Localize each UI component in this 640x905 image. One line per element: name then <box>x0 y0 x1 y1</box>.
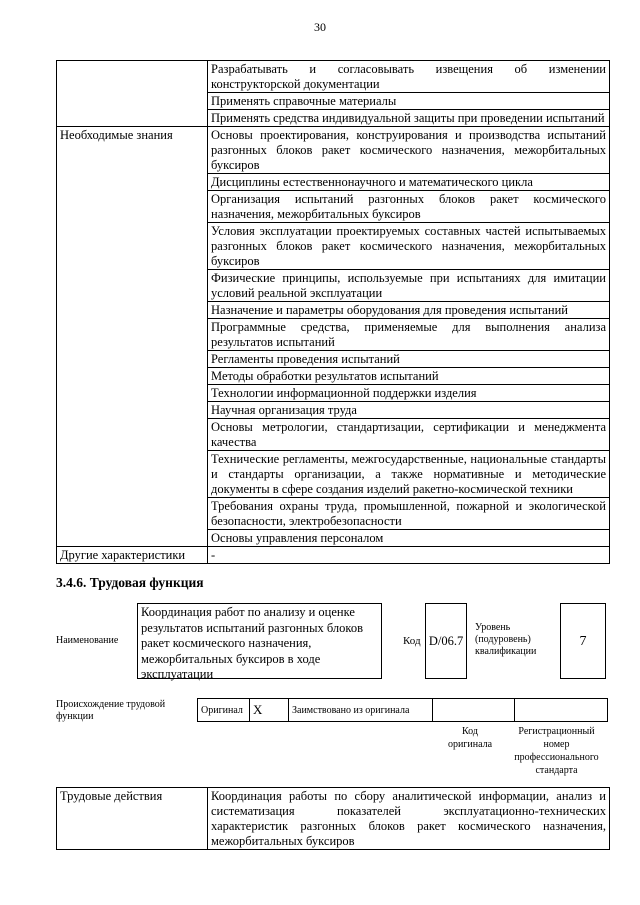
labor-actions-table <box>56 787 610 850</box>
registration-number-caption: Регистрационный номер профессионального стандарта <box>514 726 599 776</box>
level-label: Уровень (подуровень) квалификации <box>475 622 537 657</box>
table-cell: Программные средства, применяемые для выполнения анализа результатов испытаний <box>208 319 610 351</box>
function-name-box: Координация работ по анализу и оценке результатов испытаний разгонных блоков ракет космического назначения, межорбитальных буксиров в ходе эксплуатации <box>137 603 382 679</box>
table-cell: Основы управления персоналом <box>208 530 610 547</box>
table-cell: Основы проектирования, конструирования и производства испытаний разгонных блоков ракет космического назначения, межорбитальных буксиров <box>208 127 610 174</box>
labor-actions-label: Трудовые действия <box>57 788 208 850</box>
original-code-caption: Код оригинала <box>447 726 493 750</box>
table-cell: Применять средства индивидуальной защиты при проведении испытаний <box>208 110 610 127</box>
table-cell: Физические принципы, используемые при испытаниях для имитации условий реальной эксплуатации <box>208 270 610 302</box>
table-cell: Координация работы по сбору аналитической информации, анализ и систематизация показателей эксплуатационно-технических характеристик разгонных блоков ракет космического назначения, межорбитальных буксиров <box>208 788 610 850</box>
qualification-level-box: 7 <box>560 603 606 679</box>
origin-table <box>197 698 608 722</box>
knowledge-table <box>56 60 610 564</box>
page-number: 30 <box>314 20 326 34</box>
table-cell: Дисциплины естественнонаучного и математического цикла <box>208 174 610 191</box>
table-cell: Требования охраны труда, промышленной, пожарной и экологической безопасности, электробезопасности <box>208 498 610 530</box>
section-heading: 3.4.6. Трудовая функция <box>56 575 204 590</box>
code-label: Код <box>403 635 421 647</box>
table-cell: Регламенты проведения испытаний <box>208 351 610 368</box>
original-mark: X <box>250 699 289 722</box>
borrowed-label: Заимствовано из оригинала <box>289 699 433 722</box>
other-characteristics-value: - <box>208 547 610 564</box>
table-cell: Организация испытаний разгонных блоков ракет космического назначения, межорбитальных буксиров <box>208 191 610 223</box>
registration-number-cell <box>515 699 608 722</box>
table-cell: Технологии информационной поддержки изделия <box>208 385 610 402</box>
table-cell: Условия эксплуатации проектируемых составных частей испытываемых разгонных блоков ракет космического назначения, межорбитальных буксиров <box>208 223 610 270</box>
empty-label-cell <box>57 61 208 127</box>
table-cell: Технические регламенты, межгосударственные, национальные стандарты и стандарты организации, а также нормативные и методические документы в сфере создания изделий ракетно-космической техники <box>208 451 610 498</box>
table-cell: Разрабатывать и согласовывать извещения об изменении конструкторской документации <box>208 61 610 93</box>
function-code-box: D/06.7 <box>425 603 467 679</box>
table-cell: Методы обработки результатов испытаний <box>208 368 610 385</box>
origin-label: Происхождение трудовой функции <box>56 699 166 722</box>
name-label: Наименование <box>56 635 119 646</box>
other-characteristics-label: Другие характеристики <box>57 547 208 564</box>
knowledge-label: Необходимые знания <box>57 127 208 547</box>
table-cell: Научная организация труда <box>208 402 610 419</box>
original-code-cell <box>433 699 515 722</box>
table-cell: Назначение и параметры оборудования для проведения испытаний <box>208 302 610 319</box>
original-label: Оригинал <box>198 699 250 722</box>
table-cell: Применять справочные материалы <box>208 93 610 110</box>
table-cell: Основы метрологии, стандартизации, сертификации и менеджмента качества <box>208 419 610 451</box>
